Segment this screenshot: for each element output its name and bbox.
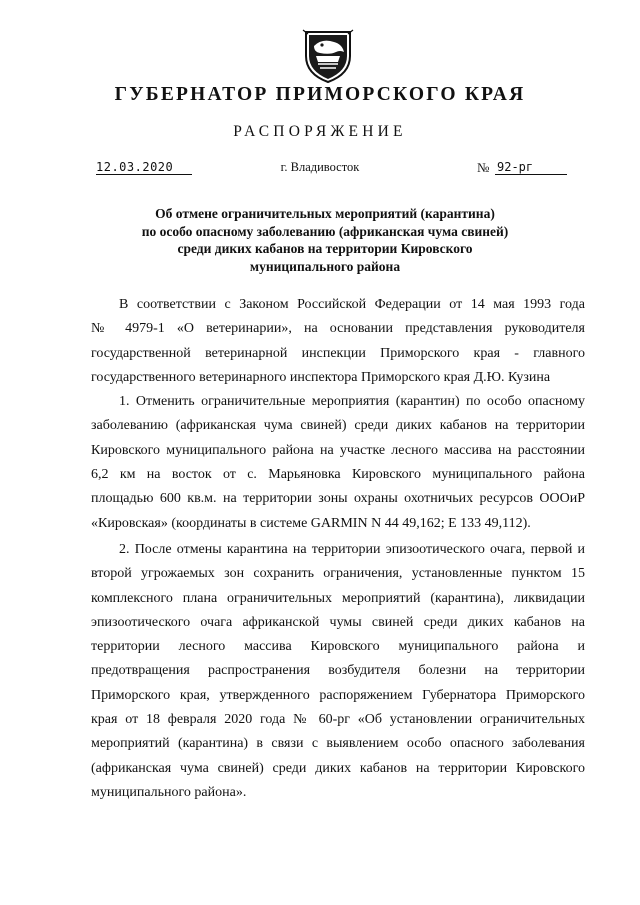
text-line: 2. После отмены карантина на территории эпизоотического очага, первой и bbox=[119, 541, 585, 557]
title-line: среди диких кабанов на территории Кировского bbox=[177, 241, 473, 256]
coat-of-arms-icon bbox=[300, 28, 356, 84]
preamble-paragraph bbox=[91, 293, 585, 390]
text-line: второй угрожаемых зон сохранить ограничения, установленные пунктом 15 bbox=[91, 566, 585, 582]
item-2-paragraph bbox=[91, 538, 585, 805]
text-line: предотвращения распространения возбудителя болезни на территории bbox=[91, 663, 585, 679]
text-line: площадью 600 кв.м. на территории зоны охраны охотничьих ресурсов ОООиР bbox=[91, 491, 585, 507]
text-line: Кировского муниципального района на участке лесного массива на расстоянии bbox=[91, 442, 585, 458]
text-line: комплексного плана ограничительных мероприятий (карантина), ликвидации bbox=[91, 590, 585, 606]
text-line: государственной ветеринарной инспекции Приморского края - главного bbox=[91, 345, 585, 361]
text-line: эпизоотического очага африканской чумы свиней среди диких кабанов на bbox=[91, 614, 585, 630]
document-body bbox=[91, 293, 585, 805]
title-line: муниципального района bbox=[249, 258, 401, 274]
text-line: № 4979-1 «О ветеринарии», на основании представления руководителя bbox=[91, 321, 585, 337]
document-title bbox=[60, 205, 590, 275]
issuing-authority: ГУБЕРНАТОР ПРИМОРСКОГО КРАЯ bbox=[114, 84, 526, 105]
text-line: Приморского края, утвержденного распоряжением Губернатора Приморского bbox=[91, 687, 585, 703]
document-city: г. Владивосток bbox=[280, 160, 360, 174]
text-line: государственного ветеринарного инспектора Приморского края Д.Ю. Кузина bbox=[91, 369, 551, 385]
text-line: (африканская чума свиней) среди диких кабанов на территории Кировского bbox=[91, 760, 585, 776]
text-line: края от 18 февраля 2020 года № 60-рг «Об установлении ограничительных bbox=[91, 712, 585, 728]
title-line: по особо опасному заболеванию (африканская чума свиней) bbox=[141, 223, 509, 239]
item-1-paragraph bbox=[91, 390, 585, 536]
document-type: РАСПОРЯЖЕНИЕ bbox=[233, 123, 407, 140]
text-line: В соответствии с Законом Российской Федерации от 14 мая 1993 года bbox=[119, 297, 585, 312]
text-line: заболеванию (африканская чума свиней) среди диких кабанов на территории bbox=[91, 418, 585, 434]
text-line: территории лесного массива Кировского муниципального района и bbox=[91, 639, 585, 655]
document-number: 92-рг bbox=[495, 160, 567, 175]
text-line: муниципального района». bbox=[91, 784, 247, 800]
document-date: 12.03.2020 bbox=[96, 160, 192, 175]
text-line: «Кировская» (координаты в системе GARMIN N 44 49,162; E 133 49,112). bbox=[91, 515, 531, 531]
title-line: Об отмене ограничительных мероприятий (карантина) bbox=[155, 206, 495, 221]
text-line: 6,2 км на восток от с. Марьяновка Кировского муниципального района bbox=[91, 467, 585, 483]
number-label: № bbox=[477, 160, 490, 175]
text-line: 1. Отменить ограничительные мероприятия (карантин) по особо опасному bbox=[119, 394, 585, 410]
text-line: мероприятий (карантина) в связи с выявлением особо опасного заболевания bbox=[91, 736, 585, 752]
